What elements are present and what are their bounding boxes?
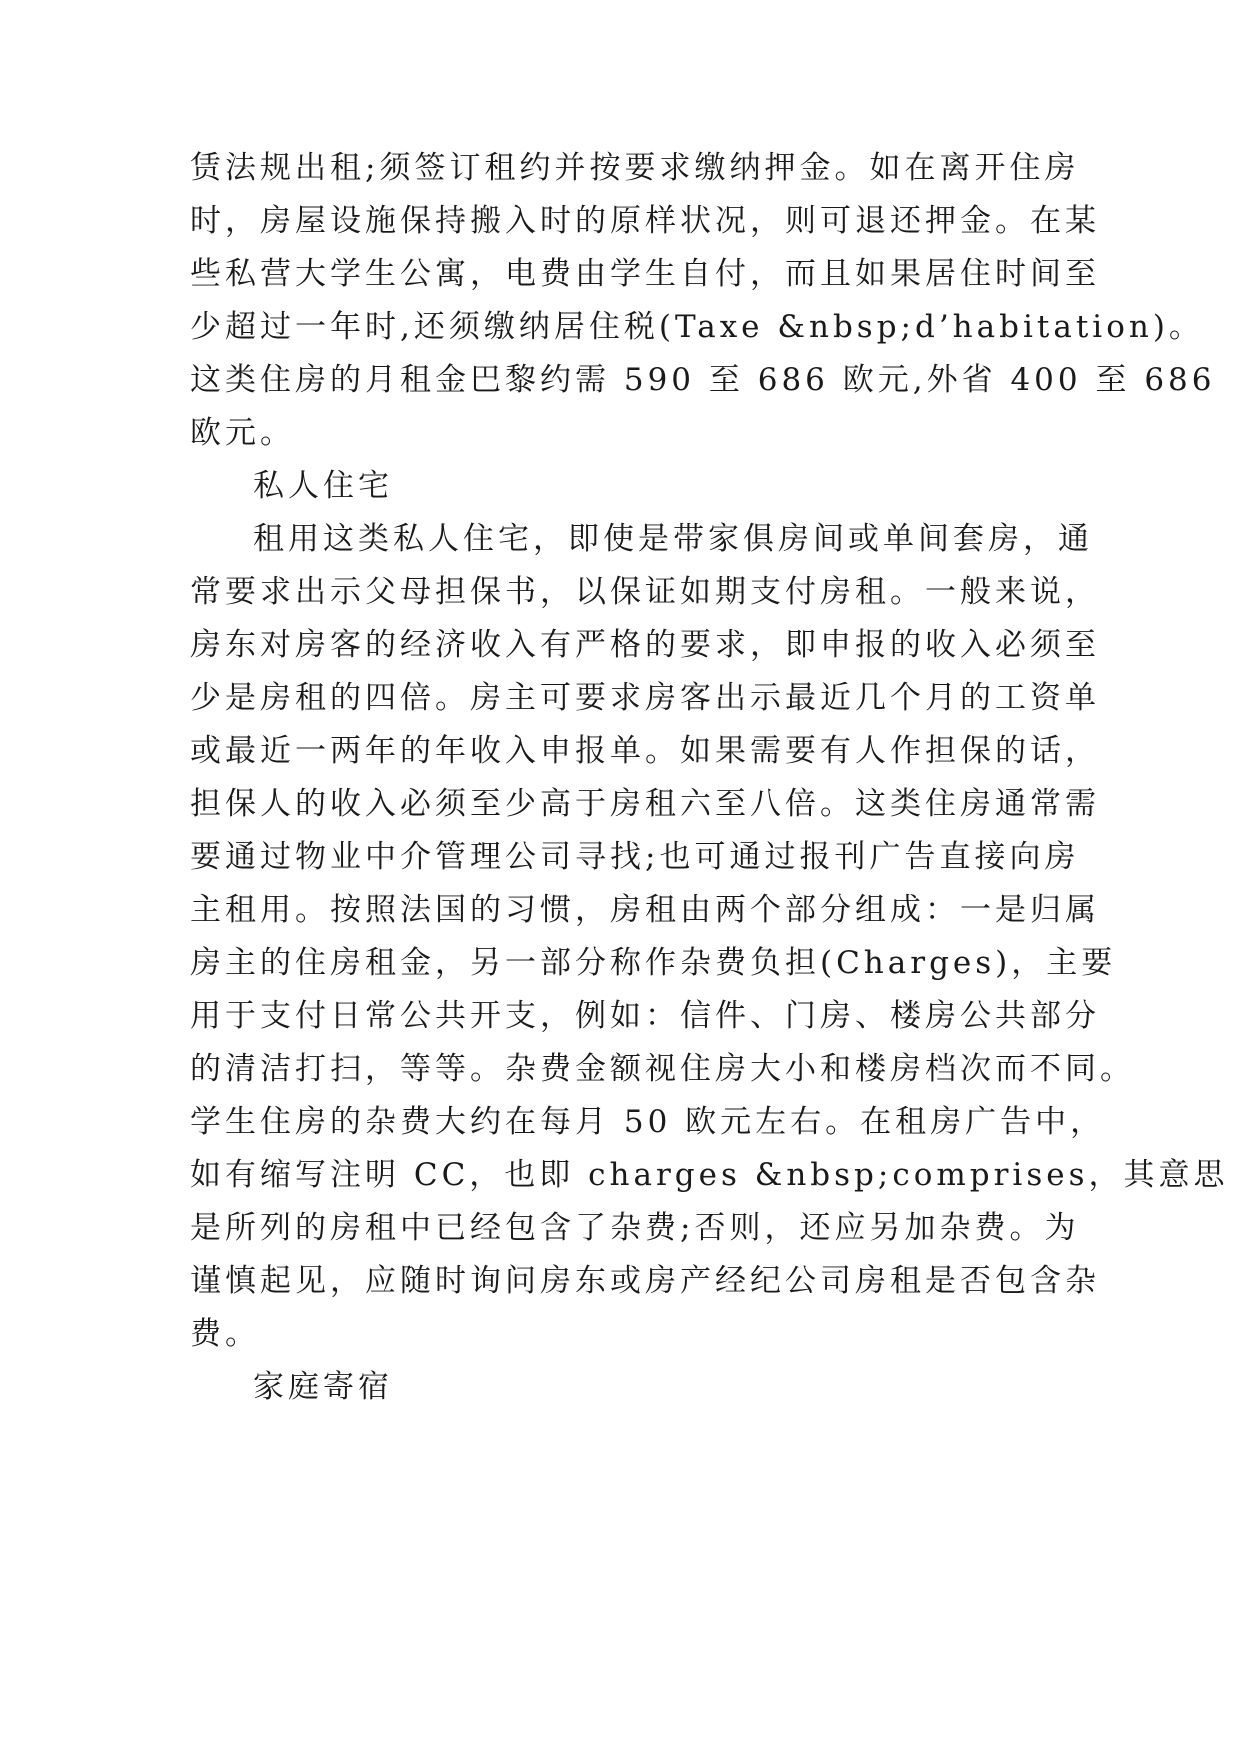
section-heading: 私人住宅 — [253, 468, 393, 504]
text-line: 少超过一年时,还须缴纳居住税(Taxe &nbsp;d’habitation)。 — [190, 309, 1204, 345]
text-line: 房主的住房租金，另一部分称作杂费负担(Charges)，主要 — [190, 945, 1117, 981]
text-line: 谨慎起见，应随时询问房东或房产经纪公司房租是否包含杂 — [190, 1263, 1100, 1299]
text-line: 费。 — [190, 1316, 260, 1352]
text-line: 欧元。 — [190, 415, 295, 451]
text-line: 主租用。按照法国的习惯，房租由两个部分组成：一是归属 — [190, 892, 1100, 928]
text-line: 是所列的房租中已经包含了杂费;否则，还应另加杂费。为 — [190, 1210, 1080, 1246]
text-line: 赁法规出租;须签订租约并按要求缴纳押金。如在离开住房 — [190, 150, 1080, 186]
text-line: 担保人的收入必须至少高于房租六至八倍。这类住房通常需 — [190, 786, 1100, 822]
text-line: 如有缩写注明 CC，也即 charges &nbsp;comprises，其意思 — [190, 1157, 1229, 1193]
text-line: 少是房租的四倍。房主可要求房客出示最近几个月的工资单 — [190, 680, 1100, 716]
section-heading: 家庭寄宿 — [253, 1369, 393, 1405]
text-line: 常要求出示父母担保书，以保证如期支付房租。一般来说， — [190, 574, 1100, 610]
text-line: 或最近一两年的年收入申报单。如果需要有人作担保的话， — [190, 733, 1100, 769]
text-line: 要通过物业中介管理公司寻找;也可通过报刊广告直接向房 — [190, 839, 1080, 875]
text-line: 用于支付日常公共开支，例如：信件、门房、楼房公共部分 — [190, 998, 1100, 1034]
text-line: 些私营大学生公寓，电费由学生自付，而且如果居住时间至 — [190, 256, 1100, 292]
text-line: 时，房屋设施保持搬入时的原样状况，则可退还押金。在某 — [190, 203, 1100, 239]
text-line: 房东对房客的经济收入有严格的要求，即申报的收入必须至 — [190, 627, 1100, 663]
text-line: 学生住房的杂费大约在每月 50 欧元左右。在租房广告中， — [190, 1104, 1106, 1140]
paragraph-first-line: 租用这类私人住宅，即使是带家俱房间或单间套房，通 — [253, 521, 1093, 557]
text-line: 的清洁打扫，等等。杂费金额视住房大小和楼房档次而不同。 — [190, 1051, 1135, 1087]
text-line: 这类住房的月租金巴黎约需 590 至 686 欧元,外省 400 至 686 — [190, 362, 1216, 398]
